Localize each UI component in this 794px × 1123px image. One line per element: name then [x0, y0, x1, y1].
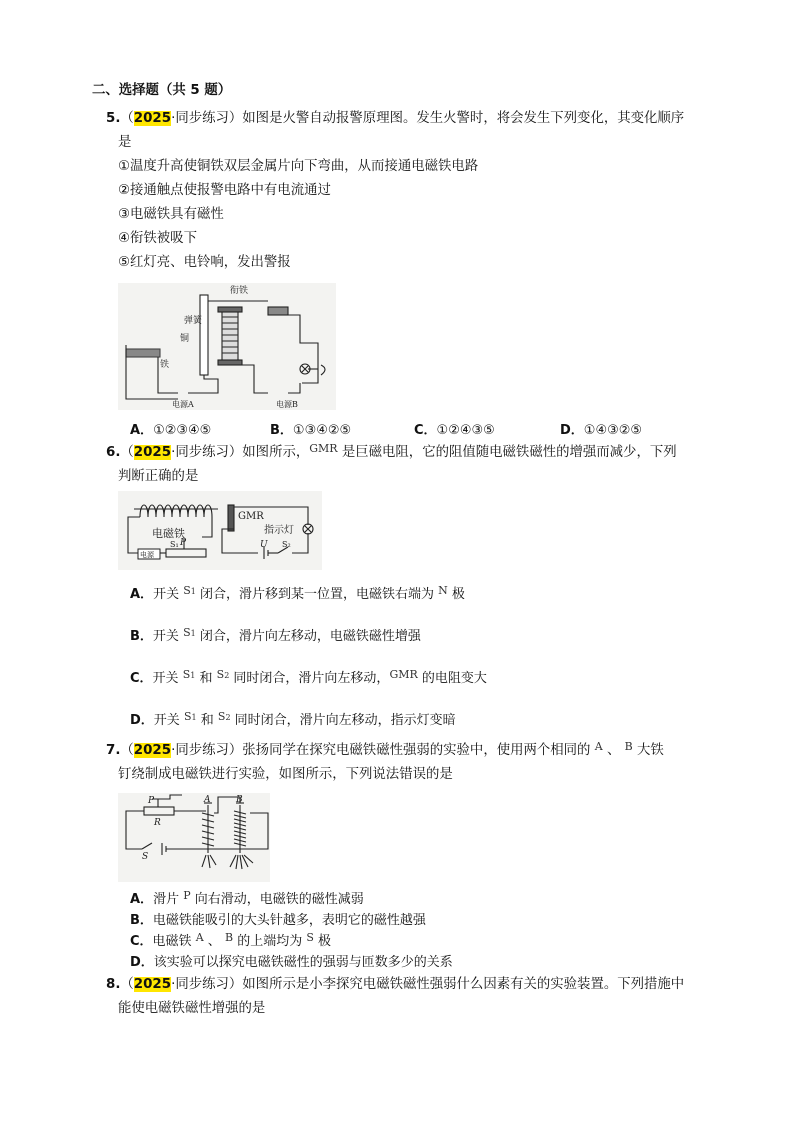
list-item: ④衔铁被吸下: [118, 231, 197, 246]
figure-label: GMR: [238, 511, 264, 522]
figure-label: S₁: [170, 540, 179, 549]
figure-label: 弹簧: [184, 316, 203, 326]
figure-label: 铁: [160, 360, 170, 370]
figure-label: S: [142, 852, 149, 862]
figure-label: P: [148, 796, 155, 806]
nails-electromagnet-figure: [118, 793, 270, 882]
figure-label: 铜: [180, 334, 190, 344]
option-b[interactable]: B．电磁铁能吸引的大头针越多，表明它的磁性越强: [130, 913, 426, 928]
year-highlight: 2025: [133, 977, 172, 992]
option-d[interactable]: D．开关 $^{S1}$ 和 $^{S2}$ 同时闭合，滑片向左移动，指示灯变暗: [130, 710, 456, 728]
question-number: 8.: [106, 977, 121, 992]
question-6-stem-cont: 判断正确的是: [118, 469, 199, 484]
question-8-stem: 8.（2025·同步练习）如图所示是小李探究电磁铁磁性强弱什么因素有关的实验装置。下列措施中: [106, 977, 685, 992]
figure-label: R: [154, 818, 161, 828]
question-6-stem: 6.（2025·同步练习）如图所示，$^{GMR}$ 是巨磁电阻，它的阻值随电磁铁磁性的增强而减少，下列: [106, 442, 677, 460]
question-5-stem-cont: 是: [118, 135, 132, 150]
year-highlight: 2025: [133, 111, 172, 126]
option-c[interactable]: C．开关 $^{S1}$ 和 $^{S2}$ 同时闭合，滑片向左移动，$^{GMR}$ 的电阻变大: [130, 668, 487, 686]
section-title: 二、选择题（共 5 题）: [92, 83, 232, 98]
gmr-circuit-figure: [118, 491, 322, 570]
figure-label: 电源: [140, 551, 154, 559]
question-number: 6.: [106, 445, 121, 460]
question-7-stem: 7.（2025·同步练习）张扬同学在探究电磁铁磁性强弱的实验中，使用两个相同的 $^A$ 、 $^B$ 大铁: [106, 740, 664, 758]
figure-label: U: [260, 540, 268, 550]
figure-label: B: [236, 795, 243, 805]
figure-label: A: [204, 795, 211, 805]
question-8-stem-cont: 能使电磁铁磁性增强的是: [118, 1001, 266, 1016]
option-d[interactable]: D．①④③②⑤: [560, 423, 643, 438]
option-a[interactable]: A．滑片 $^P$ 向右滑动，电磁铁的磁性减弱: [130, 889, 364, 907]
question-5-stem: 5.（2025·同步练习）如图是火警自动报警原理图。发生火警时，将会发生下列变化，其变化顺序: [106, 111, 685, 126]
question-7-stem-cont: 钉绕制成电磁铁进行实验，如图所示，下列说法错误的是: [118, 767, 453, 782]
option-b[interactable]: B．①③④②⑤: [270, 423, 352, 438]
year-highlight: 2025: [133, 743, 172, 758]
figure-label: 电源B: [276, 400, 298, 409]
option-a[interactable]: A．①②③④⑤: [130, 423, 212, 438]
figure-label: P: [180, 538, 187, 548]
question-number: 5.: [106, 111, 121, 126]
option-c[interactable]: C．电磁铁 $^A$ 、 $^B$ 的上端均为 $^S$ 极: [130, 931, 332, 949]
figure-label: 衔铁: [230, 286, 249, 296]
figure-label: 电磁铁: [152, 527, 185, 540]
list-item: ③电磁铁具有磁性: [118, 207, 224, 222]
list-item: ②接通触点使报警电路中有电流通过: [118, 183, 331, 198]
figure-label: S₂: [282, 540, 291, 549]
year-highlight: 2025: [133, 445, 172, 460]
question-number: 7.: [106, 743, 121, 758]
option-a[interactable]: A．开关 $^{S1}$ 闭合，滑片移到某一位置，电磁铁右端为 $^N$ 极: [130, 584, 465, 602]
option-d[interactable]: D．该实验可以探究电磁铁磁性的强弱与匝数多少的关系: [130, 955, 453, 970]
list-item: ⑤红灯亮、电铃响，发出警报: [118, 255, 291, 270]
option-c[interactable]: C．①②④③⑤: [414, 423, 495, 438]
fire-alarm-figure: [118, 283, 336, 410]
list-item: ①温度升高使铜铁双层金属片向下弯曲，从而接通电磁铁电路: [118, 159, 479, 174]
figure-label: 电源A: [172, 400, 194, 409]
figure-label: 指示灯: [264, 525, 294, 536]
option-b[interactable]: B．开关 $^{S1}$ 闭合，滑片向左移动，电磁铁磁性增强: [130, 626, 421, 644]
